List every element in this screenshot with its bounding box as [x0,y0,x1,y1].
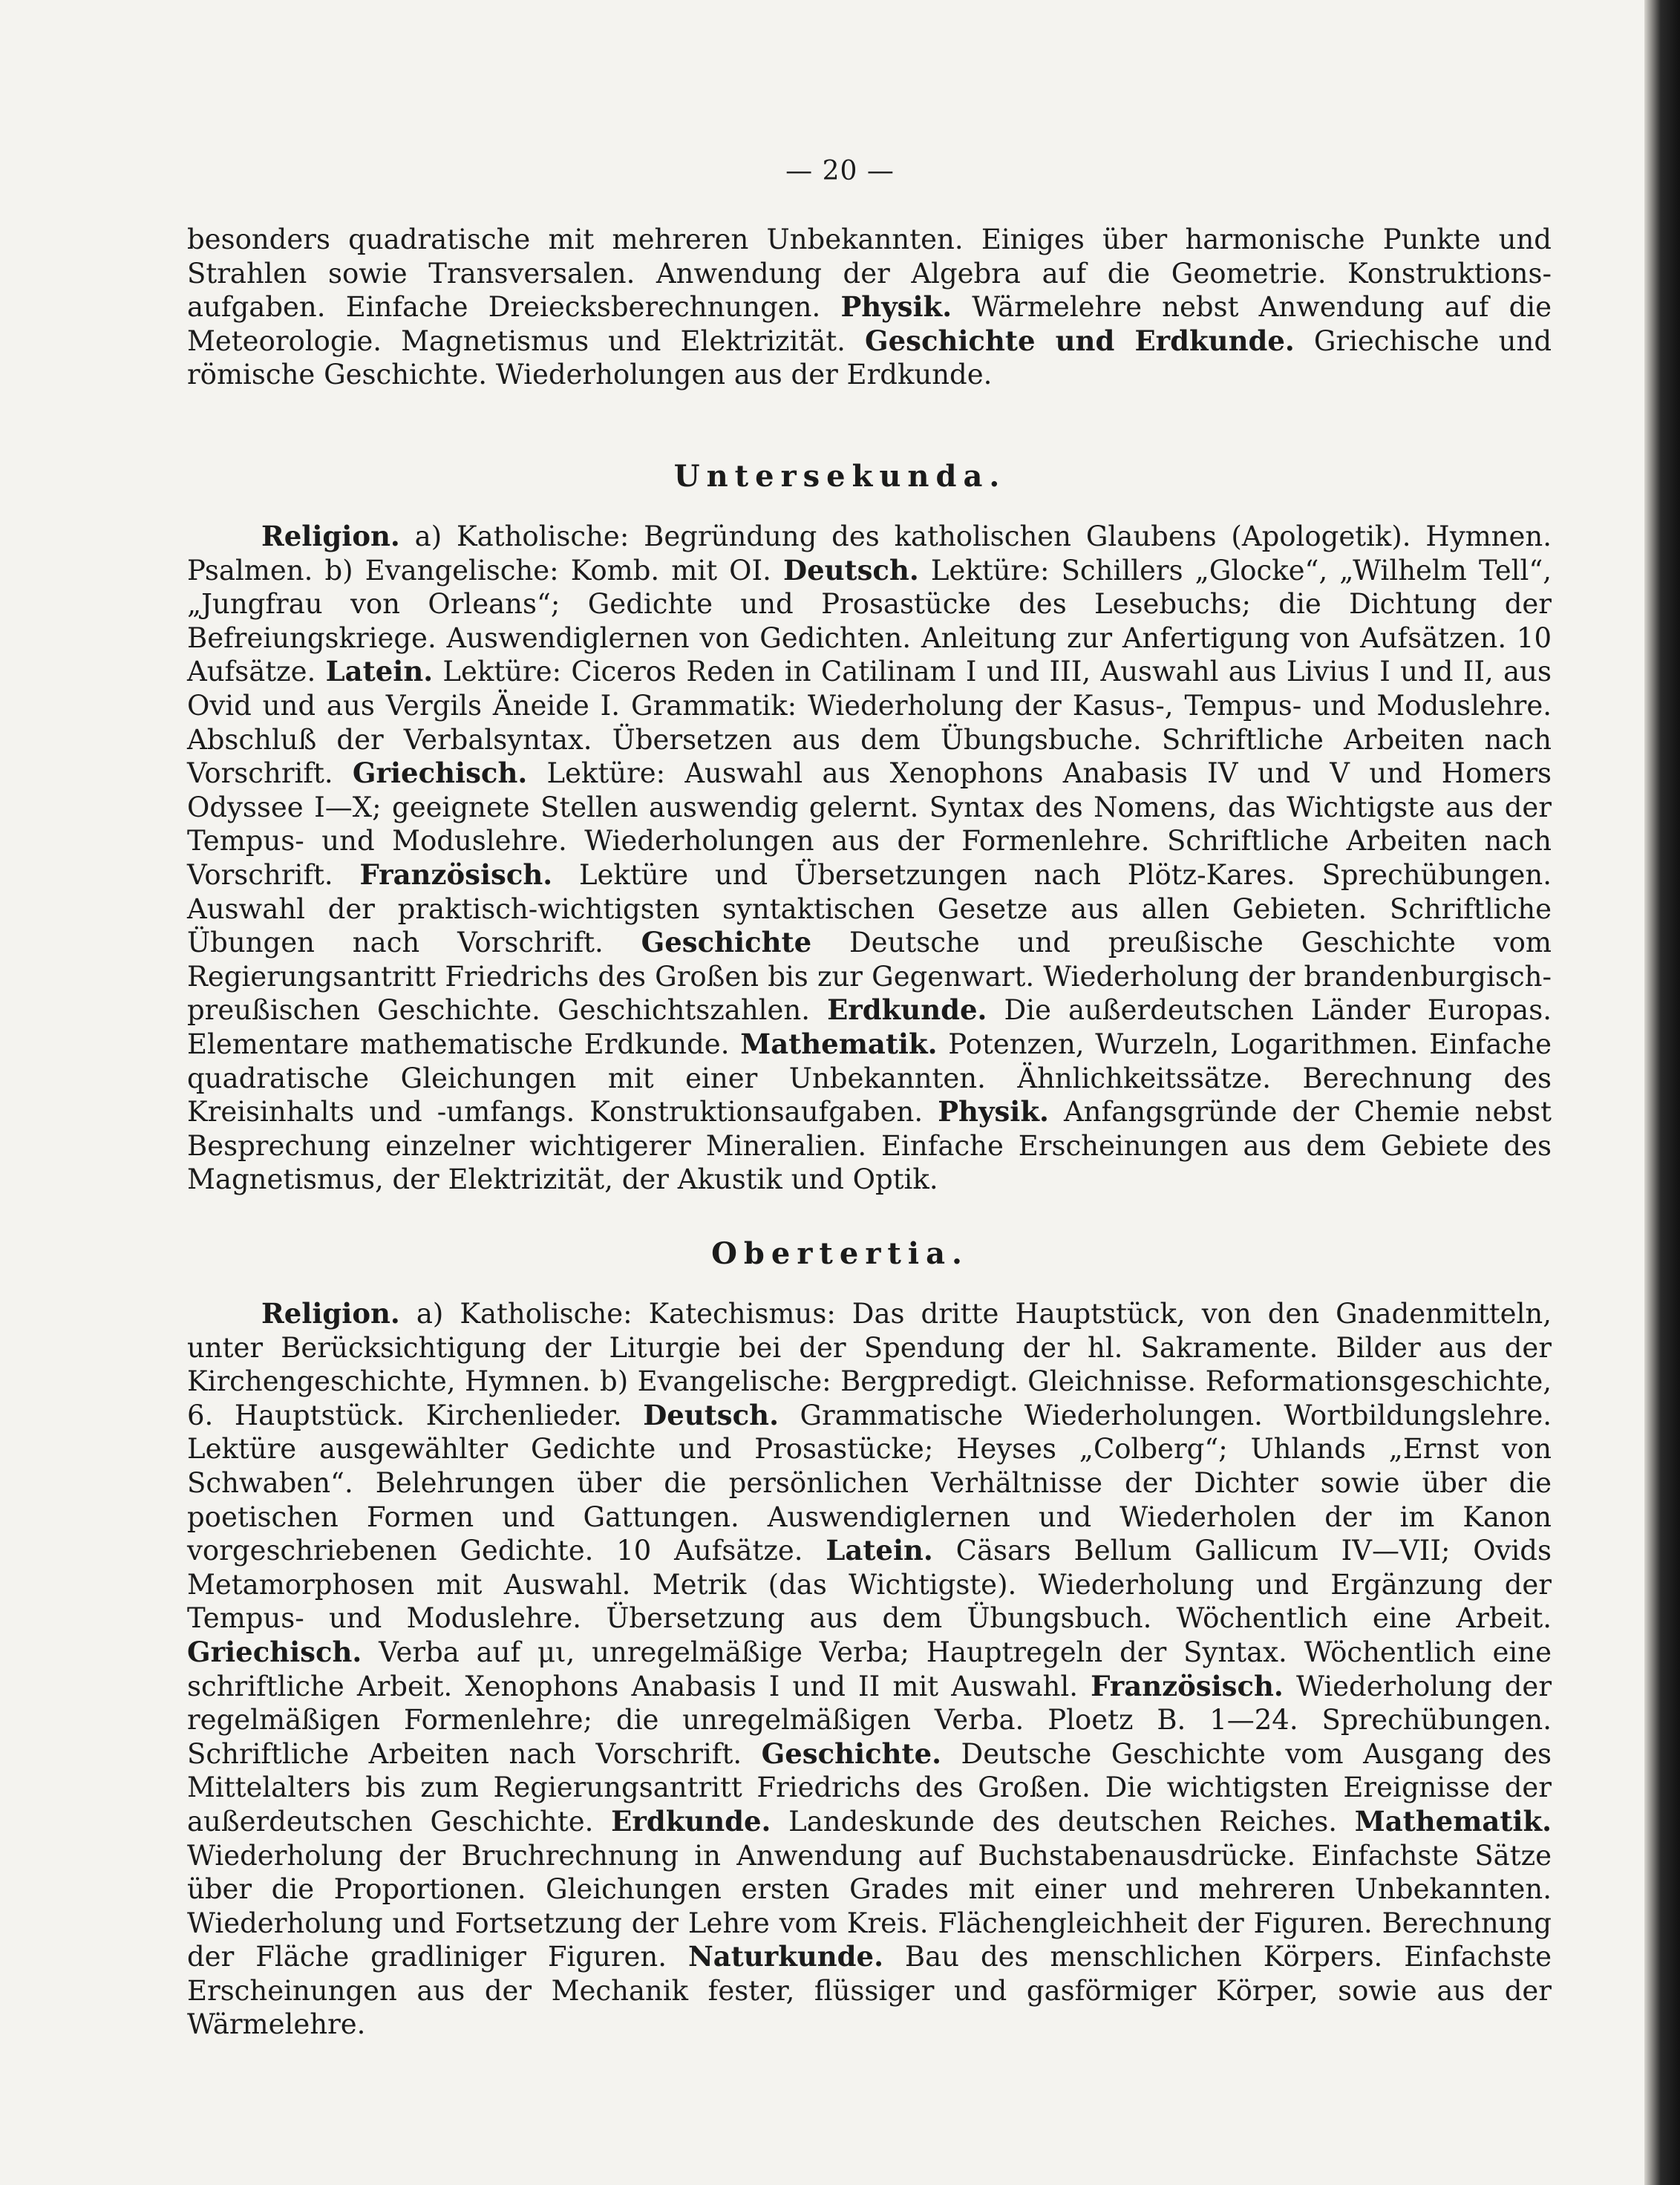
text-run: Die außerdeutschen Länder Europas. Elementare mathematische Erdkunde. [187,994,1552,1060]
text-run: Landeskunde des deutschen Reiches. [771,1805,1355,1838]
text-run: Grammatische Wiederholungen. Wortbildungslehre. Lektüre ausgewählter Gedichte und Prosastücke; Heyses „Colberg“; Uhlands „Ernst von Schwaben“. Belehrungen über die persönlichen Verhältnisse der Dichter sowie über die poetischen Formen und Gattungen. Auswendiglernen und Wiederholen der im Kanon vorgeschriebenen Gedichte. 10 Aufsätze. [187,1399,1552,1567]
text-run: Deutsche Geschichte vom Ausgang des Mittelalters bis zum Regierungsantritt Friedrichs des Großen. Die wichtigsten Ereignisse der außerdeutschen Geschichte. [187,1737,1552,1838]
text-run: Anfangsgründe der Chemie nebst Besprechung einzelner wichtigerer Mineralien. Einfache Erscheinungen aus dem Gebiete des Magnetismus, der Elektrizität, der Akustik und Optik. [187,1096,1552,1196]
text-run: besonders quadratische mit mehreren Unbekannten. Einiges über harmonische Punkte und Strahlen sowie Transversalen. Anwendung der Algebra auf die Geometrie. Konstruktions-aufgaben. Einfache Dreiecksberechnungen. [187,223,1552,324]
subject-label: Erdkunde. [827,993,987,1027]
text-run: Lektüre und Übersetzungen nach Plötz-Kares. Sprechübungen. Auswahl der praktisch-wichtigsten syntaktischen Gesetze aus allen Gebieten. Schriftliche Übungen nach Vorschrift. [187,858,1552,959]
paragraph-text [187,1297,1552,2042]
subject-label: Französisch. [1091,1669,1284,1702]
paragraph-text [187,520,1552,1197]
subject-label: Französisch. [359,858,553,891]
subject-label: Physik. [938,1095,1049,1129]
text-run: Potenzen, Wurzeln, Logarithmen. Einfache quadratische Gleichungen mit einer Unbekannten. Ähnlichkeitssätze. Berechnung des Kreisinhalts und -umfangs. Konstruktionsaufgaben. [187,1028,1552,1129]
subject-label: Physik. [840,290,952,324]
page-number: — 20 — [785,156,895,186]
subject-label: Geschichte und Erdkunde. [864,324,1295,357]
subject-label: Religion. [261,1297,400,1330]
subject-label: Mathematik. [740,1027,938,1060]
text-run: Lektüre: Schillers „Glocke“, „Wilhelm Tell“, „Jungfrau von Orleans“; Gedichte und Prosastücke des Lesebuchs; die Dichtung der Befreiungskriege. Auswendiglernen von Gedichten. Anleitung zur Anfertigung von Aufsätzen. 10 Aufsätze. [187,554,1552,688]
text-run: Bau des menschlichen Körpers. Einfachste Erscheinungen aus der Mechanik fester, flüssiger und gasförmiger Körper, sowie aus der Wärmelehre. [187,1941,1552,2041]
text-run: Lektüre: Auswahl aus Xenophons Anabasis IV und V und Homers Odyssee I—X; geeignete Stellen auswendig gelernt. Syntax des Nomens, das Wichtigste aus der Tempus- und Moduslehre. Wiederholungen aus der Formenlehre. Schriftliche Arbeiten nach Vorschrift. [187,757,1552,891]
text-run: Verba auf μι, unregelmäßige Verba; Hauptregeln der Syntax. Wöchentlich eine schriftliche Arbeit. Xenophons Anabasis I und II mit Auswahl. [187,1636,1552,1702]
section-heading-untersekunda: Untersekunda. [673,459,1007,494]
text-run: Wiederholung der regelmäßigen Formenlehre; die unregelmäßigen Verba. Ploetz B. 1—24. Sprechübungen. Schriftliche Arbeiten nach Vorschrift. [187,1670,1552,1770]
text-run: Wärmelehre nebst Anwendung auf die Meteorologie. Magnetismus und Elektrizität. [187,291,1552,357]
subject-label: Griechisch. [187,1635,362,1668]
section-heading-obertertia: Obertertia. [711,1236,969,1271]
subject-label: Latein. [826,1534,933,1567]
text-run: Deutsche und preußische Geschichte vom Regierungsantritt Friedrichs des Großen bis zur Gegenwart. Wiederholung der brandenburgisch-preußischen Geschichte. Geschichtszahlen. [187,927,1552,1027]
page-edge-shadow [1644,0,1680,2185]
intro-paragraph [187,223,1552,392]
subject-label: Deutsch. [643,1398,779,1431]
paragraph-text [187,223,1552,392]
subject-label: Erdkunde. [611,1804,771,1838]
text-run: Lektüre: Ciceros Reden in Catilinam I und III, Auswahl aus Livius I und II, aus Ovid und aus Vergils Äneide I. Grammatik: Wiederholung der Kasus-, Tempus- und Moduslehre. Abschluß der Verbalsyntax. Übersetzen aus dem Übungsbuche. Schriftliche Arbeiten nach Vorschrift. [187,656,1552,790]
text-run: Griechische und römische Geschichte. Wiederholungen aus der Erdkunde. [187,324,1552,391]
subject-label: Deutsch. [782,553,919,587]
subject-label: Naturkunde. [687,1940,883,1973]
section-untersekunda [187,520,1552,1197]
subject-label: Geschichte [641,926,812,959]
subject-label: Mathematik. [1354,1804,1552,1838]
subject-label: Latein. [325,655,434,688]
subject-label: Religion. [261,520,400,552]
subject-label: Geschichte. [761,1737,942,1770]
subject-label: Griechisch. [352,757,528,790]
text-run: a) Katholische: Begründung des katholischen Glaubens (Apologetik). Hymnen. Psalmen. b) Evangelische: Komb. mit OI. [187,520,1552,587]
text-run: a) Katholische: Katechismus: Das dritte Hauptstück, von den Gnadenmitteln, unter Berücksichtigung der Liturgie bei der Spendung der hl. Sakramente. Bilder aus der Kirchengeschichte, Hymnen. b) Evangelische: Bergpredigt. Gleichnisse. Reformationsgeschichte, 6. Hauptstück. Kirchenlieder. [187,1298,1552,1431]
text-run: Cäsars Bellum Gallicum IV—VII; Ovids Metamorphosen mit Auswahl. Metrik (das Wichtigste). Wiederholung und Ergänzung der Tempus- und Moduslehre. Übersetzung aus dem Übungsbuch. Wöchentlich eine Arbeit. [187,1535,1552,1635]
text-run: Wiederholung der Bruchrechnung in Anwendung auf Buchstabenausdrücke. Einfachste Sätze über die Proportionen. Gleichungen ersten Grades mit einer und mehreren Unbekannten. Wiederholung und Fortsetzung der Lehre vom Kreis. Flächengleichheit der Figuren. Berechnung der Fläche gradliniger Figuren. [187,1839,1552,1973]
section-obertertia [187,1297,1552,2042]
